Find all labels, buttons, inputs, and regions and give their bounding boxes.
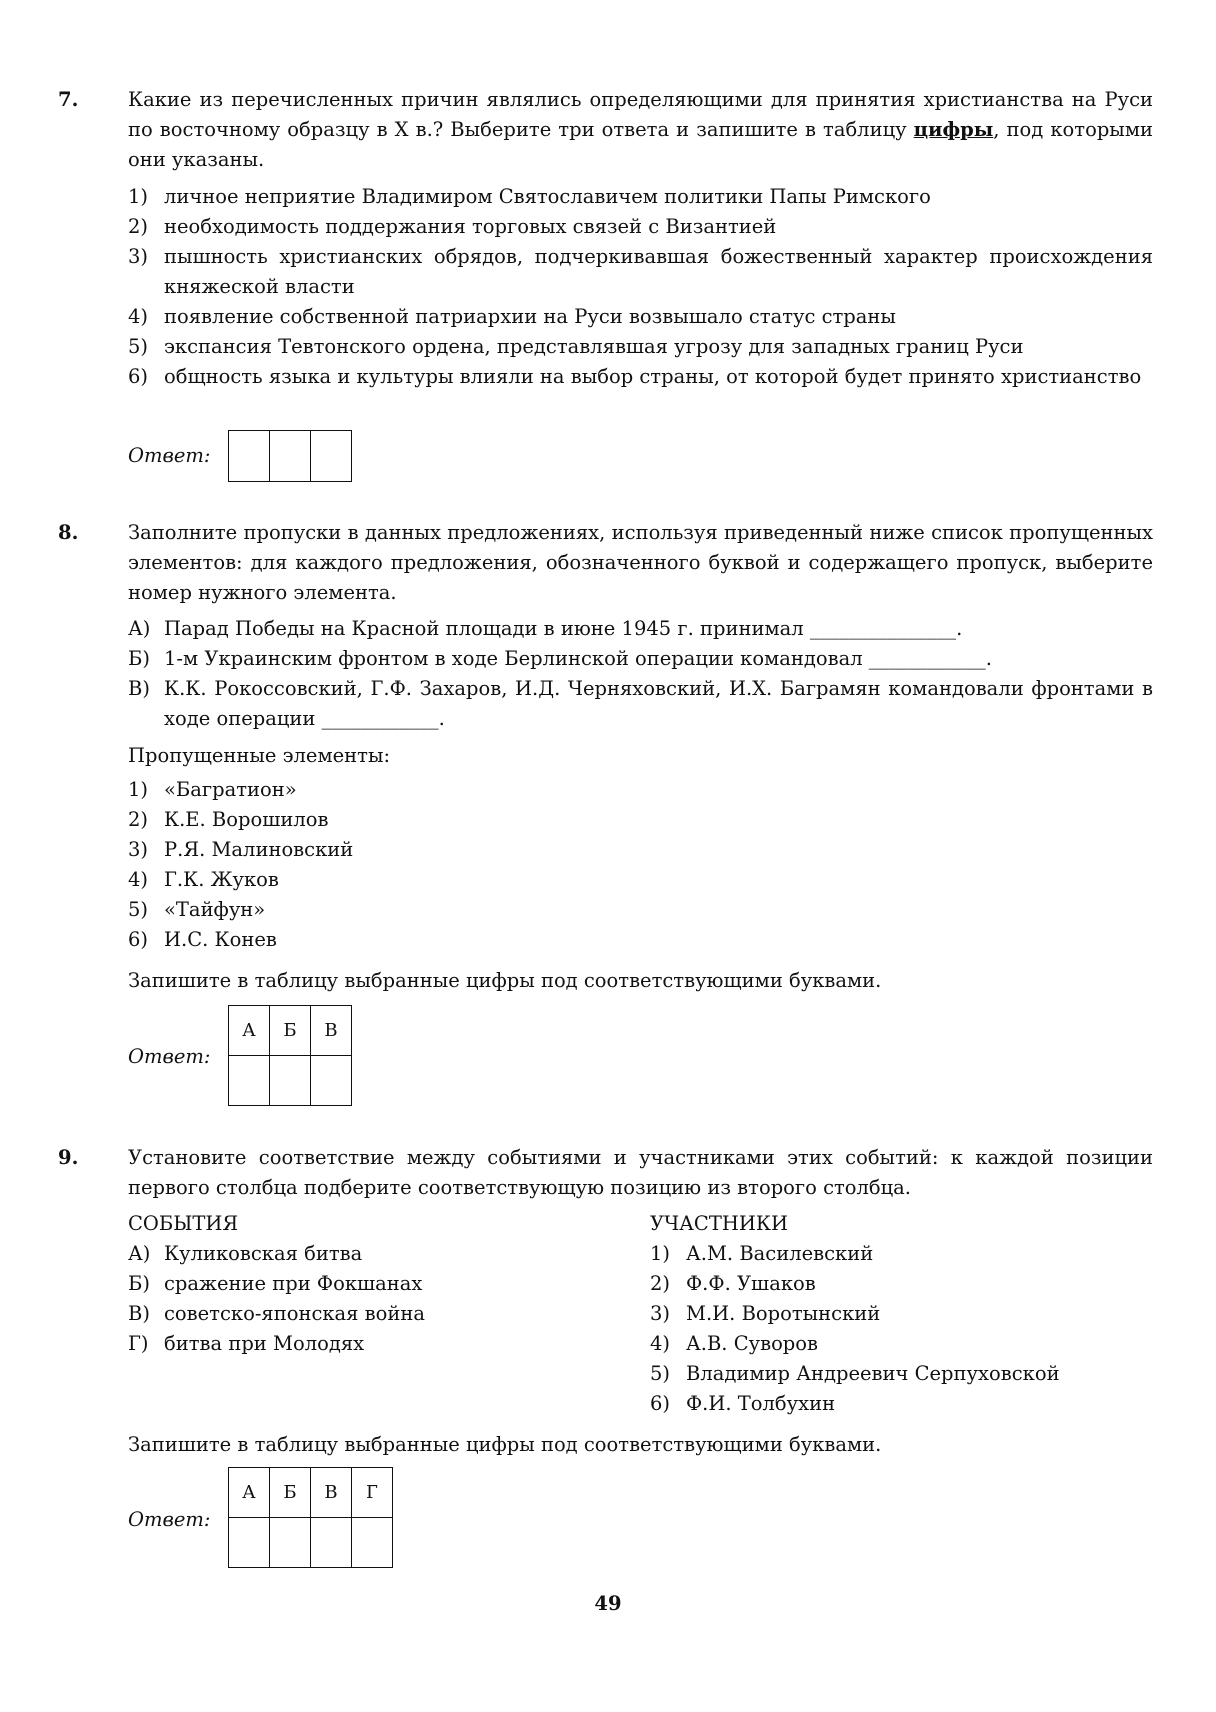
event-item: Г) битва при Молодях (128, 1332, 365, 1355)
answer-label: Ответ: (128, 1045, 211, 1068)
option-item: 1) личное неприятие Владимиром Святославичем политики Папы Римского (128, 185, 931, 208)
question-number: 8. (58, 521, 79, 544)
instruction: Запишите в таблицу выбранные цифры под соответствующими буквами. (128, 969, 882, 992)
participants-title: УЧАСТНИКИ (650, 1212, 788, 1235)
sentence-item: А) Парад Победы на Красной площади в июне 1945 г. принимал _______________. (128, 617, 963, 640)
option-item: 2) необходимость поддержания торговых связей с Византией (128, 215, 777, 238)
participant-item: 2) Ф.Ф. Ушаков (650, 1272, 816, 1295)
option-item: 4) появление собственной патриархии на Руси возвышало статус страны (128, 305, 896, 328)
answer-cell[interactable] (229, 1518, 270, 1568)
event-item: В) советско-японская война (128, 1302, 426, 1325)
element-item: 3) Р.Я. Малиновский (128, 838, 354, 861)
element-item: 6) И.С. Конев (128, 928, 277, 951)
participant-item: 1) А.М. Василевский (650, 1242, 874, 1265)
question-text: Заполните пропуски в данных предложениях, используя приведенный ниже список пропущенных элементов: для каждого предложения, обозначенного буквой и содержащего пропуск, выберите номер нужного элемента. (128, 521, 1153, 604)
event-item: Б) сражение при Фокшанах (128, 1272, 423, 1295)
question-text: Установите соответствие между событиями и участниками этих событий: к каждой позиции первого столбца подберите соответствующую позицию из второго столбца. (128, 1146, 1153, 1199)
answer-table (228, 1467, 393, 1568)
participant-item: 4) А.В. Суворов (650, 1332, 819, 1355)
events-column (128, 1209, 628, 1359)
answer-label: Ответ: (128, 444, 211, 467)
element-item: 2) К.Е. Ворошилов (128, 808, 329, 831)
answer-cell[interactable] (311, 1056, 352, 1106)
sentences-list (128, 614, 1153, 734)
sentence-item: Б) 1-м Украинским фронтом в ходе Берлинской операции командовал ____________. (128, 647, 992, 670)
missing-elements-title: Пропущенные элементы: (128, 744, 391, 767)
page-number: 49 (594, 1592, 622, 1615)
participant-item: 6) Ф.И. Толбухин (650, 1392, 836, 1415)
element-item: 1) «Багратион» (128, 778, 297, 801)
elements-list (128, 775, 1153, 955)
question-text: Какие из перечисленных причин являлись определяющими для принятия христианства на Руси по восточному образцу в X в.? Выберите три ответа и запишите в таблицу цифры, под которыми они указаны. (128, 88, 1153, 171)
answer-cell[interactable] (270, 431, 311, 482)
header-cell: Б (270, 1468, 311, 1518)
element-item: 4) Г.К. Жуков (128, 868, 279, 891)
participant-item: 5) Владимир Андреевич Серпуховской (650, 1362, 1060, 1385)
question-number: 9. (58, 1146, 79, 1169)
answer-cell[interactable] (270, 1518, 311, 1568)
element-item: 5) «Тайфун» (128, 898, 266, 921)
option-item: 6) общность языка и культуры влияли на выбор страны, от которой будет принято христианство (128, 365, 1142, 388)
event-item: А) Куликовская битва (128, 1242, 363, 1265)
option-item: 3) пышность христианских обрядов, подчеркивавшая божественный характер происхождения княжеской власти (128, 245, 1153, 298)
instruction: Запишите в таблицу выбранные цифры под соответствующими буквами. (128, 1433, 882, 1456)
sentence-item: В) К.К. Рокоссовский, Г.Ф. Захаров, И.Д. Черняховский, И.Х. Баграмян командовали фронтами в ходе операции ____________. (128, 677, 1153, 730)
emphasis-digits: цифры (913, 118, 994, 141)
answer-table (228, 430, 352, 482)
answer-cell[interactable] (311, 1518, 352, 1568)
header-cell: А (229, 1006, 270, 1056)
option-item: 5) экспансия Тевтонского ордена, представлявшая угрозу для западных границ Руси (128, 335, 1024, 358)
header-cell: Б (270, 1006, 311, 1056)
answer-label: Ответ: (128, 1508, 211, 1531)
participant-item: 3) М.И. Воротынский (650, 1302, 881, 1325)
question-number: 7. (58, 88, 79, 111)
options-list (128, 182, 1153, 392)
header-cell: Г (352, 1468, 393, 1518)
header-cell: В (311, 1006, 352, 1056)
participants-column (650, 1209, 1170, 1419)
answer-table (228, 1005, 352, 1106)
answer-cell[interactable] (352, 1518, 393, 1568)
header-cell: В (311, 1468, 352, 1518)
answer-cell[interactable] (270, 1056, 311, 1106)
answer-cell[interactable] (311, 431, 352, 482)
answer-cell[interactable] (229, 431, 270, 482)
answer-cell[interactable] (229, 1056, 270, 1106)
events-title: СОБЫТИЯ (128, 1212, 239, 1235)
header-cell: А (229, 1468, 270, 1518)
